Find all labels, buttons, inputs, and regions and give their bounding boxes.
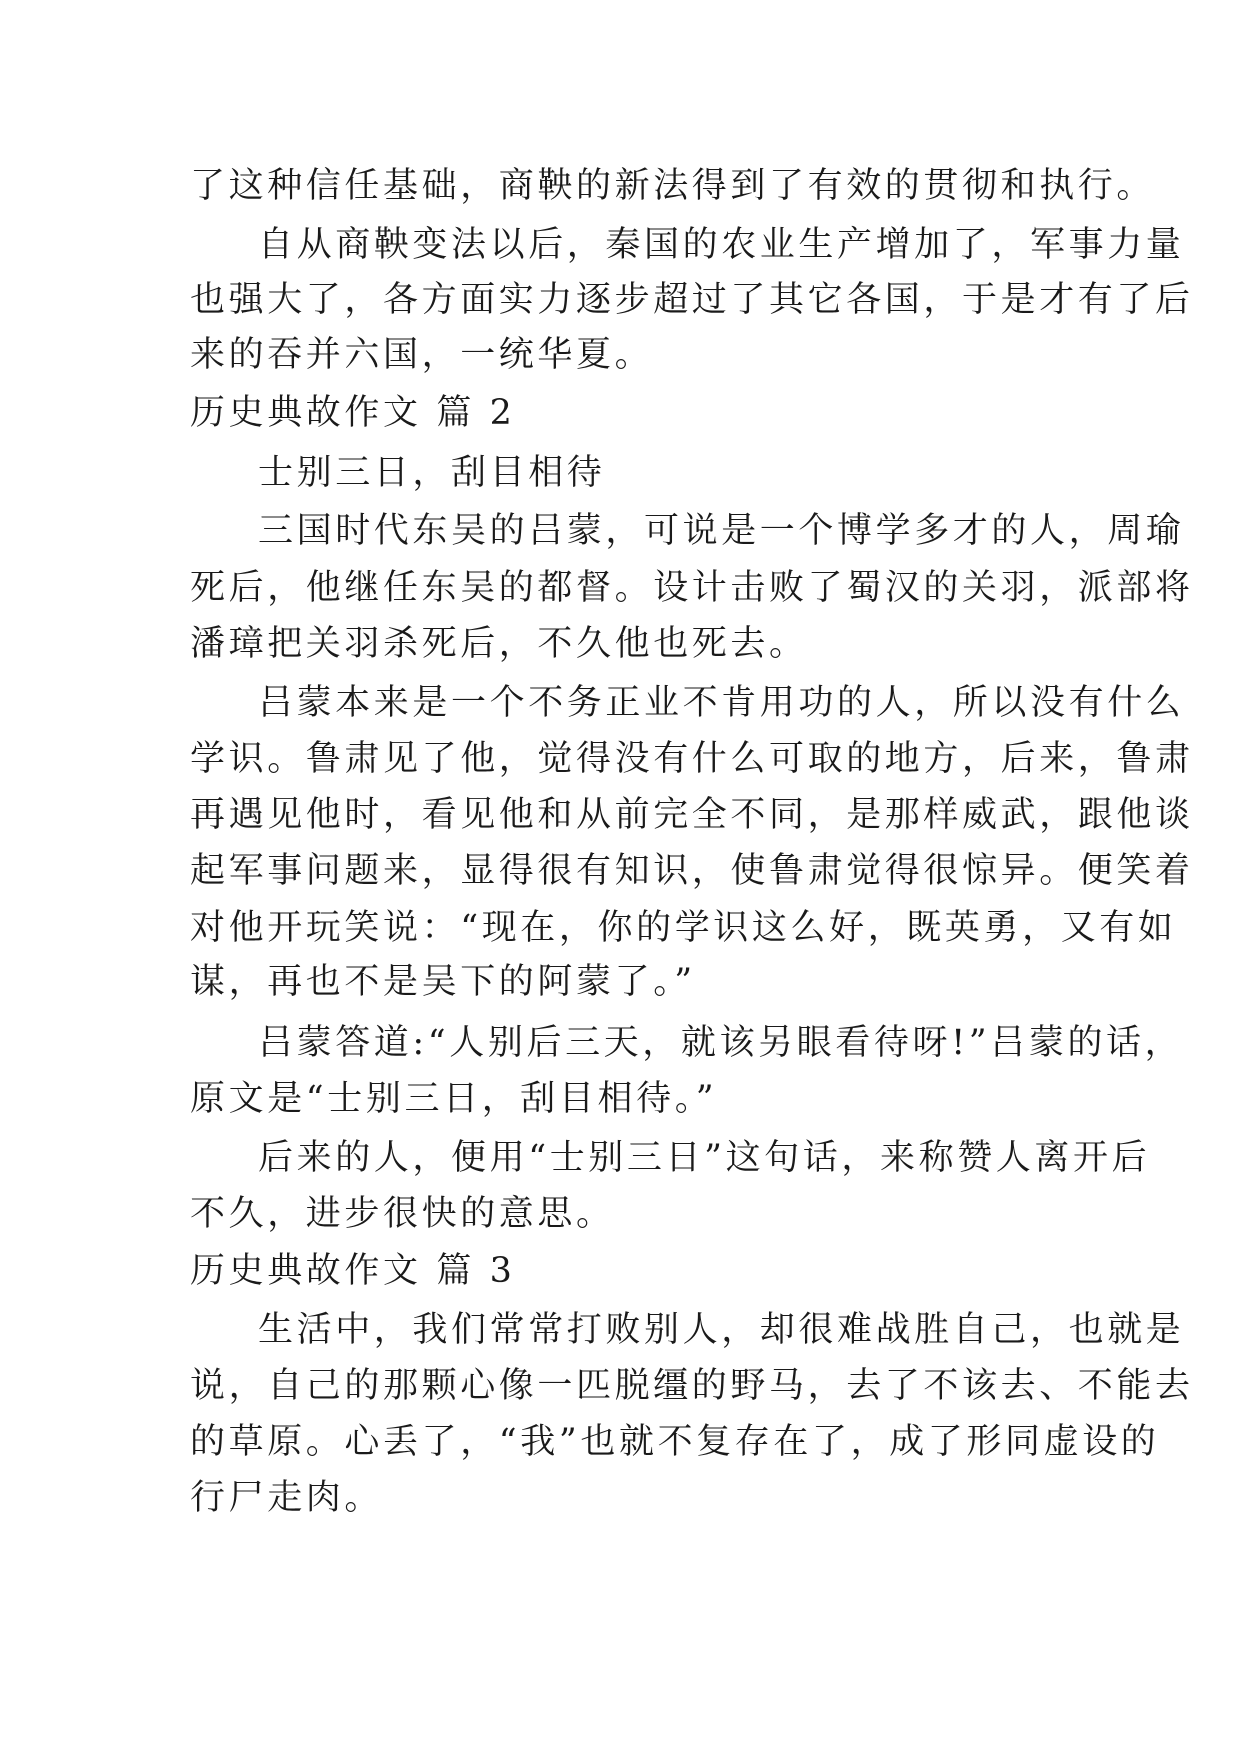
paragraph-line: 不久，进步很快的意思。 — [190, 1194, 615, 1234]
paragraph-line: 原文是“士别三日，刮目相待。” — [190, 1079, 718, 1119]
paragraph-line: 对他开玩笑说：“现在，你的学识这么好，既英勇，又有如 — [190, 908, 1177, 948]
paragraph-line: 来的吞并六国，一统华夏。 — [190, 335, 654, 375]
paragraph-line: 的草原。心丢了，“我”也就不复存在了，成了形同虚设的 — [190, 1422, 1160, 1462]
paragraph-line: 死后，他继任东吴的都督。设计击败了蜀汉的关羽，派部将 — [190, 568, 1194, 608]
paragraph-line: 潘璋把关羽杀死后，不久他也死去。 — [190, 624, 808, 664]
paragraph-line: 自从商鞅变法以后，秦国的农业生产增加了，军事力量 — [258, 225, 1185, 265]
paragraph-line: 谋，再也不是吴下的阿蒙了。” — [190, 962, 696, 1002]
paragraph-line: 后来的人，便用“士别三日”这句话，来称赞人离开后 — [258, 1138, 1151, 1178]
section-heading: 历史典故作文 篇 2 — [190, 393, 516, 433]
paragraph-line: 行尸走肉。 — [190, 1478, 384, 1518]
paragraph-line: 吕蒙答道:“人别后三天，就该另眼看待呀!”吕蒙的话， — [258, 1023, 1184, 1063]
paragraph-line: 说，自己的那颗心像一匹脱缰的野马，去了不该去、不能去 — [190, 1366, 1194, 1406]
section-heading: 历史典故作文 篇 3 — [190, 1251, 516, 1291]
paragraph-line: 吕蒙本来是一个不务正业不肯用功的人，所以没有什么 — [258, 683, 1185, 723]
section-subtitle: 士别三日，刮目相待 — [258, 453, 606, 493]
paragraph-line: 三国时代东吴的吕蒙，可说是一个博学多才的人，周瑜 — [258, 511, 1185, 551]
paragraph-line: 也强大了，各方面实力逐步超过了其它各国，于是才有了后 — [190, 280, 1194, 320]
paragraph-line: 起军事问题来，显得很有知识，使鲁肃觉得很惊异。便笑着 — [190, 851, 1194, 891]
paragraph-line: 生活中，我们常常打败别人，却很难战胜自己，也就是 — [258, 1310, 1185, 1350]
paragraph-line: 再遇见他时，看见他和从前完全不同，是那样威武，跟他谈 — [190, 795, 1194, 835]
paragraph-line: 学识。鲁肃见了他，觉得没有什么可取的地方，后来，鲁肃 — [190, 739, 1194, 779]
paragraph-line: 了这种信任基础，商鞅的新法得到了有效的贯彻和执行。 — [190, 166, 1156, 206]
